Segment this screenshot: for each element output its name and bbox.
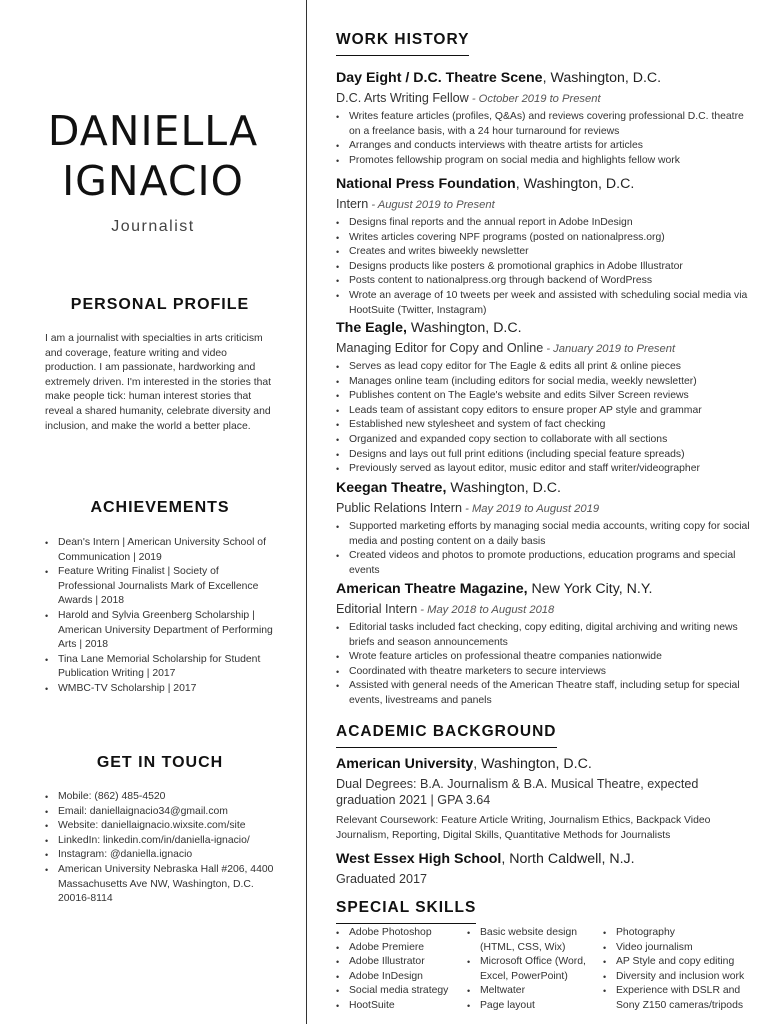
edu-org: West Essex High School [336, 851, 502, 867]
achievement-item: • Tina Lane Memorial Scholarship for Student Publication Writing | 2017 [45, 653, 275, 682]
contact-list [45, 790, 277, 907]
work-entry [336, 479, 756, 578]
edu-detail: Graduated 2017 [336, 872, 428, 886]
skill-item: • Experience with DSLR and Sony Z150 cameras/tripods [603, 984, 756, 1013]
work-org: National Press Foundation [336, 176, 516, 192]
education-entry [336, 755, 756, 843]
work-entry [336, 69, 756, 168]
edu-org: American University [336, 756, 474, 772]
skills-column-1 [336, 926, 464, 1014]
work-bullet: • Publishes content on The Eagle's website and edits Silver Screen reviews [336, 389, 756, 404]
work-bullet: • Leads team of assistant copy editors to ensure proper AP style and grammar [336, 404, 756, 419]
skill-item: • Social media strategy [336, 984, 464, 999]
achievement-item: • Feature Writing Finalist | Society of Professional Journalists Mark of Excellence Awards | 2018 [45, 565, 275, 609]
work-history-heading: WORK HISTORY [336, 31, 469, 56]
right-column [336, 0, 756, 1024]
work-dates: - January 2019 to Present [543, 343, 676, 355]
work-org: The Eagle, [336, 320, 407, 336]
academic-heading: ACADEMIC BACKGROUND [336, 723, 557, 748]
work-location: New York City, N.Y. [527, 581, 653, 597]
achievements-heading: ACHIEVEMENTS [90, 499, 230, 516]
contact-address: • American University Nebraska Hall #206, 4400 Massachusetts Ave NW, Washington, D.C. 20016-8114 [45, 863, 277, 907]
work-bullets [336, 216, 756, 318]
left-column [0, 0, 306, 1024]
skill-item: • Basic website design (HTML, CSS, Wix) [467, 926, 597, 955]
skill-item: • Adobe Illustrator [336, 955, 464, 970]
work-bullet: • Creates and writes biweekly newsletter [336, 245, 756, 260]
work-bullet: • Established new stylesheet and system of fact checking [336, 418, 756, 433]
work-bullets [336, 360, 756, 477]
edu-org-line [336, 755, 756, 773]
contact-mobile: • Mobile: (862) 485-4520 [45, 790, 277, 805]
work-bullet: • Designs and lays out full print editions (including special feature spreads) [336, 448, 756, 463]
work-title-line [336, 196, 756, 214]
skills-column-3 [603, 926, 756, 1014]
work-bullet: • Wrote an average of 10 tweets per week and assisted with scheduling social media via HootSuite (Twitter, Instagram) [336, 289, 756, 318]
work-dates: - May 2019 to August 2019 [462, 503, 600, 515]
work-dates: - October 2019 to Present [468, 93, 601, 105]
work-title: Intern [336, 197, 369, 211]
work-bullets [336, 621, 756, 709]
work-bullet: • Writes articles covering NPF programs (posted on nationalpress.org) [336, 231, 756, 246]
work-bullet: • Wrote feature articles on professional theatre companies nationwide [336, 650, 756, 665]
skills-column-2 [467, 926, 597, 1014]
skill-item: • HootSuite [336, 999, 464, 1014]
skill-item: • Photography [603, 926, 756, 941]
achievement-item: • Dean's Intern | American University School of Communication | 2019 [45, 536, 275, 565]
work-title: Managing Editor for Copy and Online [336, 341, 544, 355]
work-bullets [336, 520, 756, 578]
work-bullet: • Coordinated with theatre marketers to secure interviews [336, 665, 756, 680]
work-dates: - May 2018 to August 2018 [417, 604, 555, 616]
work-location: Washington, D.C. [406, 320, 522, 336]
skill-item: • Video journalism [603, 941, 756, 956]
work-org: Keegan Theatre, [336, 480, 447, 496]
skills-heading: SPECIAL SKILLS [336, 899, 476, 924]
skill-item: • Page layout [467, 999, 597, 1014]
work-bullet: • Serves as lead copy editor for The Eagle & edits all print & online pieces [336, 360, 756, 375]
education-entry [336, 850, 756, 888]
work-org-line [336, 69, 756, 87]
work-bullet: • Writes feature articles (profiles, Q&As) and reviews covering professional D.C. theatre on a freelance basis, with a 24 hour turnaround for reviews [336, 110, 756, 139]
work-title-line [336, 601, 756, 619]
work-location: Washington, D.C. [446, 480, 561, 496]
work-bullet: • Created videos and photos to promote productions, education programs and special events [336, 549, 756, 578]
work-title: Public Relations Intern [336, 501, 463, 515]
contact-email: • Email: daniellaignacio34@gmail.com [45, 805, 277, 820]
work-bullet: • Supported marketing efforts by managing social media accounts, writing copy for social media and posting content on a daily basis [336, 520, 756, 549]
work-entry [336, 175, 756, 318]
edu-location: , North Caldwell, N.J. [501, 851, 635, 867]
work-entry [336, 580, 756, 709]
work-bullet: • Designs products like posters & promotional graphics in Adobe Illustrator [336, 260, 756, 275]
work-bullet: • Promotes fellowship program on social media and highlights fellow work [336, 154, 756, 169]
contact-heading: GET IN TOUCH [96, 754, 224, 771]
skill-item: • Microsoft Office (Word, Excel, PowerPoint) [467, 955, 597, 984]
work-title: D.C. Arts Writing Fellow [336, 91, 469, 105]
contact-website: • Website: daniellaignacio.wixsite.com/site [45, 819, 277, 834]
work-org-line [336, 479, 756, 497]
role-title: Journalist [111, 218, 195, 235]
achievement-item: • WMBC-TV Scholarship | 2017 [45, 682, 275, 697]
edu-location: , Washington, D.C. [473, 756, 592, 772]
work-dates: - August 2019 to Present [368, 199, 495, 211]
work-title: Editorial Intern [336, 602, 418, 616]
work-bullet: • Posts content to nationalpress.org through backend of WordPress [336, 274, 756, 289]
skill-item: • Meltwater [467, 984, 597, 999]
work-org-line [336, 319, 756, 337]
work-bullet: • Organized and expanded copy section to collaborate with all sections [336, 433, 756, 448]
work-org: American Theatre Magazine, [336, 581, 528, 597]
work-entry [336, 319, 756, 477]
work-org-line [336, 580, 756, 598]
work-location: , Washington, D.C. [542, 70, 662, 86]
profile-text: I am a journalist with specialties in arts criticism and coverage, feature writing and video production. I am passionate, hardworking and extremely driven. I'm interested in the stories that make people tick: human interest stories that reveal a shared humanity, celebrate diversity and inclusion, and make the world a better place. [45, 333, 272, 432]
work-bullet: • Arranges and conducts interviews with theatre artists for articles [336, 139, 756, 154]
achievements-list [45, 536, 275, 697]
work-bullet: • Editorial tasks included fact checking, copy editing, digital archiving and writing news briefs and season announcements [336, 621, 756, 650]
work-title-line [336, 500, 756, 518]
name-first: DANIELLA [47, 107, 259, 155]
contact-linkedin: • LinkedIn: linkedin.com/in/daniella-ignacio/ [45, 834, 277, 849]
edu-org-line [336, 850, 756, 868]
contact-instagram: • Instagram: @daniella.ignacio [45, 848, 277, 863]
work-bullet: • Designs final reports and the annual report in Adobe InDesign [336, 216, 756, 231]
edu-degree: Dual Degrees: B.A. Journalism & B.A. Musical Theatre, expected graduation 2021 | GPA 3.64 [336, 777, 699, 807]
work-bullet: • Manages online team (including editors for social media, weekly newsletter) [336, 375, 756, 390]
work-org-line [336, 175, 756, 193]
work-location: , Washington, D.C. [515, 176, 635, 192]
name-heading [0, 106, 306, 206]
work-title-line [336, 340, 756, 358]
work-bullet: • Previously served as layout editor, music editor and staff writer/videographer [336, 462, 756, 477]
name-last: IGNACIO [62, 157, 244, 205]
skill-item: • Diversity and inclusion work [603, 970, 756, 985]
edu-coursework: Relevant Coursework: Feature Article Writing, Journalism Ethics, Backpack Video Journalism, Reporting, Digital Skills, Quantitative Methods for Journalists [336, 815, 711, 841]
work-bullet: • Assisted with general needs of the American Theatre staff, including setup for special events, livestreams and panels [336, 679, 756, 708]
skill-item: • Adobe Premiere [336, 941, 464, 956]
work-org: Day Eight / D.C. Theatre Scene [336, 70, 543, 86]
skill-item: • AP Style and copy editing [603, 955, 756, 970]
skill-item: • Adobe InDesign [336, 970, 464, 985]
achievement-item: • Harold and Sylvia Greenberg Scholarship | American University Department of Performing Arts | 2018 [45, 609, 275, 653]
profile-heading: PERSONAL PROFILE [70, 296, 250, 313]
work-bullets [336, 110, 756, 168]
work-title-line [336, 90, 756, 108]
skill-item: • Adobe Photoshop [336, 926, 464, 941]
